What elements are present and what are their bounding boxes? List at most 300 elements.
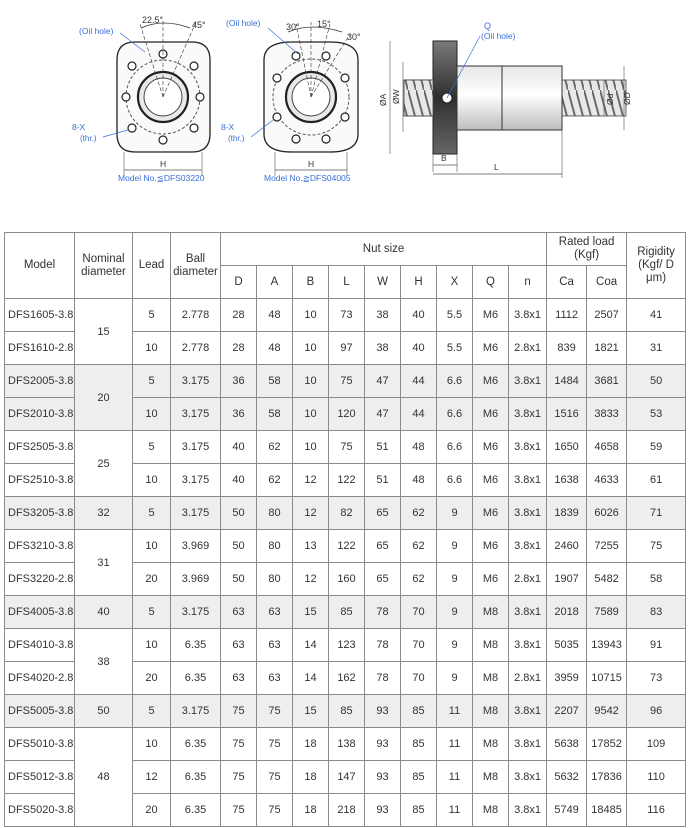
cell-l: 147: [329, 761, 365, 794]
cell-w: 93: [365, 695, 401, 728]
cell-x: 11: [437, 794, 473, 827]
cell-q: M8: [473, 629, 509, 662]
cell-lead: 5: [133, 695, 171, 728]
cell-ball: 3.969: [171, 563, 221, 596]
fig2-caption: Model No.≧DFS04005: [264, 173, 351, 183]
cell-model: DFS4020-2.8: [5, 662, 75, 695]
holes-label: 8-X: [72, 122, 86, 132]
b-dimension: B: [441, 153, 447, 163]
cell-q: M6: [473, 464, 509, 497]
thread-label: (thr.): [80, 134, 97, 143]
cell-h: 85: [401, 695, 437, 728]
cell-x: 5.5: [437, 332, 473, 365]
cell-l: 85: [329, 596, 365, 629]
cell-a: 80: [257, 530, 293, 563]
q-label: Q: [484, 21, 492, 31]
cell-lead: 10: [133, 398, 171, 431]
cell-x: 6.6: [437, 464, 473, 497]
cell-ball: 6.35: [171, 728, 221, 761]
cell-b: 18: [293, 761, 329, 794]
table-row: [5, 596, 686, 629]
cell-nominal: 48: [75, 728, 133, 827]
cell-ca: 1516: [547, 398, 587, 431]
cell-h: 44: [401, 365, 437, 398]
cell-model: DFS4005-3.8: [5, 596, 75, 629]
cell-w: 47: [365, 365, 401, 398]
cell-lead: 5: [133, 431, 171, 464]
cell-l: 122: [329, 464, 365, 497]
oil-hole-label: (Oil hole): [481, 31, 516, 41]
a-dimension: ØA: [378, 93, 388, 106]
cell-a: 80: [257, 563, 293, 596]
cell-lead: 20: [133, 662, 171, 695]
cell-model: DFS2005-3.8: [5, 365, 75, 398]
cell-lead: 20: [133, 794, 171, 827]
cell-ca: 1484: [547, 365, 587, 398]
cell-b: 10: [293, 365, 329, 398]
angle-45: 45°: [192, 20, 206, 30]
cell-a: 58: [257, 398, 293, 431]
cell-model: DFS5012-3.8: [5, 761, 75, 794]
cell-model: DFS2505-3.8: [5, 431, 75, 464]
cell-w: 93: [365, 728, 401, 761]
cell-w: 78: [365, 662, 401, 695]
cell-q: M8: [473, 728, 509, 761]
cell-rig: 50: [627, 365, 686, 398]
cell-d: 63: [221, 629, 257, 662]
cell-lead: 10: [133, 464, 171, 497]
cell-rig: 91: [627, 629, 686, 662]
cell-h: 85: [401, 794, 437, 827]
cell-rig: 53: [627, 398, 686, 431]
cell-rig: 73: [627, 662, 686, 695]
table-row: [5, 299, 686, 332]
cell-rig: 61: [627, 464, 686, 497]
cell-n: 3.8x1: [509, 530, 547, 563]
cell-n: 3.8x1: [509, 398, 547, 431]
table-row: [5, 365, 686, 398]
header-n: n: [509, 266, 547, 299]
cell-coa: 13943: [587, 629, 627, 662]
cell-ball: 3.175: [171, 596, 221, 629]
cell-l: 75: [329, 431, 365, 464]
table-row: [5, 728, 686, 761]
header-model: Model: [5, 233, 75, 299]
cell-n: 3.8x1: [509, 431, 547, 464]
cell-nominal: 25: [75, 431, 133, 497]
cell-a: 62: [257, 431, 293, 464]
cell-a: 75: [257, 695, 293, 728]
cell-a: 75: [257, 761, 293, 794]
cell-l: 123: [329, 629, 365, 662]
cell-ca: 1112: [547, 299, 587, 332]
cell-b: 15: [293, 695, 329, 728]
cell-l: 160: [329, 563, 365, 596]
cell-a: 62: [257, 464, 293, 497]
cell-h: 62: [401, 497, 437, 530]
header-nut-size: Nut size: [221, 233, 547, 266]
cell-h: 40: [401, 332, 437, 365]
cell-rig: 41: [627, 299, 686, 332]
cell-d: 40: [221, 431, 257, 464]
cell-rig: 59: [627, 431, 686, 464]
header-lead: Lead: [133, 233, 171, 299]
cell-nominal: 20: [75, 365, 133, 431]
cell-lead: 10: [133, 728, 171, 761]
cell-rig: 31: [627, 332, 686, 365]
cell-a: 75: [257, 728, 293, 761]
cell-n: 3.8x1: [509, 794, 547, 827]
cell-q: M6: [473, 332, 509, 365]
cell-ca: 2207: [547, 695, 587, 728]
cell-w: 38: [365, 299, 401, 332]
cell-rig: 75: [627, 530, 686, 563]
cell-l: 122: [329, 530, 365, 563]
cell-ball: 6.35: [171, 794, 221, 827]
cell-ball: 3.175: [171, 695, 221, 728]
w-dimension: ØW: [391, 89, 401, 104]
cell-coa: 5482: [587, 563, 627, 596]
cell-ca: 839: [547, 332, 587, 365]
header-ca: Ca: [547, 266, 587, 299]
cell-n: 3.8x1: [509, 464, 547, 497]
cell-b: 14: [293, 662, 329, 695]
cell-b: 12: [293, 563, 329, 596]
table-row: [5, 497, 686, 530]
cell-ca: 1839: [547, 497, 587, 530]
cell-h: 48: [401, 431, 437, 464]
cell-coa: 1821: [587, 332, 627, 365]
cell-coa: 17852: [587, 728, 627, 761]
cell-ca: 1650: [547, 431, 587, 464]
cell-l: 75: [329, 365, 365, 398]
cell-q: M6: [473, 365, 509, 398]
cell-a: 63: [257, 662, 293, 695]
cell-nominal: 50: [75, 695, 133, 728]
cell-q: M6: [473, 299, 509, 332]
cell-b: 13: [293, 530, 329, 563]
cell-w: 51: [365, 464, 401, 497]
cell-n: 3.8x1: [509, 728, 547, 761]
cell-x: 9: [437, 497, 473, 530]
cell-d: 50: [221, 497, 257, 530]
cell-model: DFS1605-3.8: [5, 299, 75, 332]
cell-q: M8: [473, 794, 509, 827]
cell-ca: 1907: [547, 563, 587, 596]
header-rigidity: Rigidity (Kgf/ D μm): [627, 233, 686, 299]
cell-d: 75: [221, 794, 257, 827]
cell-x: 6.6: [437, 398, 473, 431]
cell-q: M8: [473, 662, 509, 695]
cell-coa: 9542: [587, 695, 627, 728]
cell-q: M6: [473, 497, 509, 530]
cell-lead: 5: [133, 299, 171, 332]
cell-a: 48: [257, 299, 293, 332]
h-dimension: H: [308, 159, 315, 169]
cell-d: 50: [221, 563, 257, 596]
cell-a: 75: [257, 794, 293, 827]
cell-d: 50: [221, 530, 257, 563]
cell-w: 65: [365, 530, 401, 563]
cell-h: 85: [401, 728, 437, 761]
header-x: X: [437, 266, 473, 299]
header-a: A: [257, 266, 293, 299]
cell-l: 162: [329, 662, 365, 695]
cell-ball: 3.175: [171, 497, 221, 530]
cell-h: 40: [401, 299, 437, 332]
cell-ball: 6.35: [171, 662, 221, 695]
cell-x: 6.6: [437, 365, 473, 398]
header-b: B: [293, 266, 329, 299]
cell-model: DFS1610-2.8: [5, 332, 75, 365]
cell-lead: 10: [133, 332, 171, 365]
cell-b: 15: [293, 596, 329, 629]
cell-lead: 20: [133, 563, 171, 596]
cell-w: 78: [365, 596, 401, 629]
angle-22-5: 22.5°: [142, 15, 164, 25]
cell-ball: 2.778: [171, 332, 221, 365]
cell-coa: 10715: [587, 662, 627, 695]
cell-h: 85: [401, 761, 437, 794]
cell-h: 62: [401, 530, 437, 563]
cell-b: 18: [293, 728, 329, 761]
cell-coa: 3681: [587, 365, 627, 398]
cell-coa: 4633: [587, 464, 627, 497]
cell-l: 73: [329, 299, 365, 332]
cell-w: 78: [365, 629, 401, 662]
flange-view-small: [72, 15, 210, 183]
cell-coa: 3833: [587, 398, 627, 431]
cell-d: 63: [221, 662, 257, 695]
cell-a: 58: [257, 365, 293, 398]
cell-ca: 1638: [547, 464, 587, 497]
cell-n: 2.8x1: [509, 662, 547, 695]
header-d: D: [221, 266, 257, 299]
cell-coa: 18485: [587, 794, 627, 827]
cell-x: 9: [437, 530, 473, 563]
cell-l: 120: [329, 398, 365, 431]
cell-b: 18: [293, 794, 329, 827]
cell-l: 82: [329, 497, 365, 530]
cell-w: 65: [365, 497, 401, 530]
cell-model: DFS5010-3.8: [5, 728, 75, 761]
cell-rig: 116: [627, 794, 686, 827]
side-view: [378, 21, 632, 178]
cell-a: 80: [257, 497, 293, 530]
cell-nominal: 31: [75, 530, 133, 596]
oil-hole-label: (Oil hole): [79, 26, 114, 36]
cell-n: 2.8x1: [509, 563, 547, 596]
cell-a: 63: [257, 629, 293, 662]
cell-x: 5.5: [437, 299, 473, 332]
cell-b: 12: [293, 497, 329, 530]
cell-ca: 3959: [547, 662, 587, 695]
angle-30b: 30°: [347, 32, 361, 42]
cell-n: 3.8x1: [509, 695, 547, 728]
cell-lead: 5: [133, 497, 171, 530]
cell-rig: 110: [627, 761, 686, 794]
cell-ball: 6.35: [171, 761, 221, 794]
h-dimension: H: [160, 159, 167, 169]
spec-table: [4, 232, 686, 827]
cell-model: DFS2010-3.8: [5, 398, 75, 431]
cell-lead: 5: [133, 365, 171, 398]
cell-ca: 5749: [547, 794, 587, 827]
cell-rig: 58: [627, 563, 686, 596]
cell-n: 3.8x1: [509, 299, 547, 332]
cell-model: DFS5020-3.8: [5, 794, 75, 827]
cell-model: DFS3220-2.8: [5, 563, 75, 596]
spec-table-body: [5, 299, 686, 827]
d-big-dimension: ØD: [622, 92, 632, 105]
cell-h: 48: [401, 464, 437, 497]
cell-a: 63: [257, 596, 293, 629]
cell-q: M6: [473, 431, 509, 464]
thread-label: (thr.): [228, 134, 245, 143]
cell-lead: 12: [133, 761, 171, 794]
cell-n: 3.8x1: [509, 629, 547, 662]
cell-n: 3.8x1: [509, 761, 547, 794]
cell-q: M8: [473, 695, 509, 728]
cell-h: 70: [401, 629, 437, 662]
cell-x: 11: [437, 728, 473, 761]
holes-label: 8-X: [221, 122, 235, 132]
cell-d: 40: [221, 464, 257, 497]
cell-w: 93: [365, 794, 401, 827]
cell-b: 10: [293, 431, 329, 464]
cell-nominal: 38: [75, 629, 133, 695]
cell-q: M6: [473, 530, 509, 563]
cell-b: 10: [293, 398, 329, 431]
cell-x: 6.6: [437, 431, 473, 464]
cell-model: DFS5005-3.8: [5, 695, 75, 728]
table-row: [5, 629, 686, 662]
cell-d: 28: [221, 332, 257, 365]
cell-n: 3.8x1: [509, 497, 547, 530]
cell-ca: 5632: [547, 761, 587, 794]
cell-ball: 3.175: [171, 365, 221, 398]
cell-coa: 6026: [587, 497, 627, 530]
cell-ball: 3.175: [171, 431, 221, 464]
cell-h: 62: [401, 563, 437, 596]
cell-l: 97: [329, 332, 365, 365]
cell-a: 48: [257, 332, 293, 365]
cell-q: M6: [473, 398, 509, 431]
cell-q: M8: [473, 596, 509, 629]
cell-ca: 5638: [547, 728, 587, 761]
cell-b: 10: [293, 299, 329, 332]
cell-d: 63: [221, 596, 257, 629]
cell-ca: 2460: [547, 530, 587, 563]
cell-d: 36: [221, 365, 257, 398]
header-w: W: [365, 266, 401, 299]
cell-w: 51: [365, 431, 401, 464]
cell-ball: 2.778: [171, 299, 221, 332]
cell-rig: 96: [627, 695, 686, 728]
l-dimension: L: [494, 162, 499, 172]
cell-rig: 71: [627, 497, 686, 530]
cell-coa: 4658: [587, 431, 627, 464]
cell-n: 3.8x1: [509, 365, 547, 398]
cell-nominal: 32: [75, 497, 133, 530]
cell-rig: 83: [627, 596, 686, 629]
angle-15: 15°: [317, 19, 331, 29]
cell-h: 70: [401, 662, 437, 695]
cell-nominal: 40: [75, 596, 133, 629]
cell-l: 218: [329, 794, 365, 827]
cell-lead: 10: [133, 530, 171, 563]
header-coa: Coa: [587, 266, 627, 299]
cell-x: 9: [437, 596, 473, 629]
cell-b: 14: [293, 629, 329, 662]
cell-d: 36: [221, 398, 257, 431]
oil-hole-label: (Oil hole): [226, 18, 261, 28]
cell-lead: 10: [133, 629, 171, 662]
cell-lead: 5: [133, 596, 171, 629]
cell-h: 44: [401, 398, 437, 431]
fig1-caption: Model No.≦DFS03220: [118, 173, 205, 183]
header-q: Q: [473, 266, 509, 299]
cell-b: 10: [293, 332, 329, 365]
cell-x: 11: [437, 761, 473, 794]
flange-view-large: [221, 18, 361, 183]
cell-d: 75: [221, 695, 257, 728]
cell-x: 11: [437, 695, 473, 728]
cell-q: M6: [473, 563, 509, 596]
cell-h: 70: [401, 596, 437, 629]
cell-model: DFS3210-3.8: [5, 530, 75, 563]
cell-d: 75: [221, 728, 257, 761]
header-rated-load: Rated load (Kgf): [547, 233, 627, 266]
cell-coa: 7589: [587, 596, 627, 629]
d-small-dimension: Ød: [605, 93, 615, 105]
cell-x: 9: [437, 662, 473, 695]
cell-coa: 17836: [587, 761, 627, 794]
technical-drawing: [0, 0, 689, 200]
cell-coa: 7255: [587, 530, 627, 563]
cell-rig: 109: [627, 728, 686, 761]
header-h: H: [401, 266, 437, 299]
cell-coa: 2507: [587, 299, 627, 332]
table-row: [5, 431, 686, 464]
cell-model: DFS3205-3.8: [5, 497, 75, 530]
cell-l: 85: [329, 695, 365, 728]
cell-ball: 6.35: [171, 629, 221, 662]
cell-q: M8: [473, 761, 509, 794]
cell-x: 9: [437, 629, 473, 662]
cell-w: 47: [365, 398, 401, 431]
cell-l: 138: [329, 728, 365, 761]
cell-ca: 2018: [547, 596, 587, 629]
cell-w: 93: [365, 761, 401, 794]
cell-w: 65: [365, 563, 401, 596]
table-row: [5, 530, 686, 563]
cell-ball: 3.175: [171, 398, 221, 431]
cell-x: 9: [437, 563, 473, 596]
cell-model: DFS2510-3.8: [5, 464, 75, 497]
cell-ball: 3.175: [171, 464, 221, 497]
cell-b: 12: [293, 464, 329, 497]
cell-model: DFS4010-3.8: [5, 629, 75, 662]
cell-d: 75: [221, 761, 257, 794]
cell-ca: 5035: [547, 629, 587, 662]
cell-d: 28: [221, 299, 257, 332]
cell-n: 2.8x1: [509, 332, 547, 365]
cell-ball: 3.969: [171, 530, 221, 563]
cell-nominal: 15: [75, 299, 133, 365]
header-nominal-diameter: Nominal diameter: [75, 233, 133, 299]
header-ball-diameter: Ball diameter: [171, 233, 221, 299]
